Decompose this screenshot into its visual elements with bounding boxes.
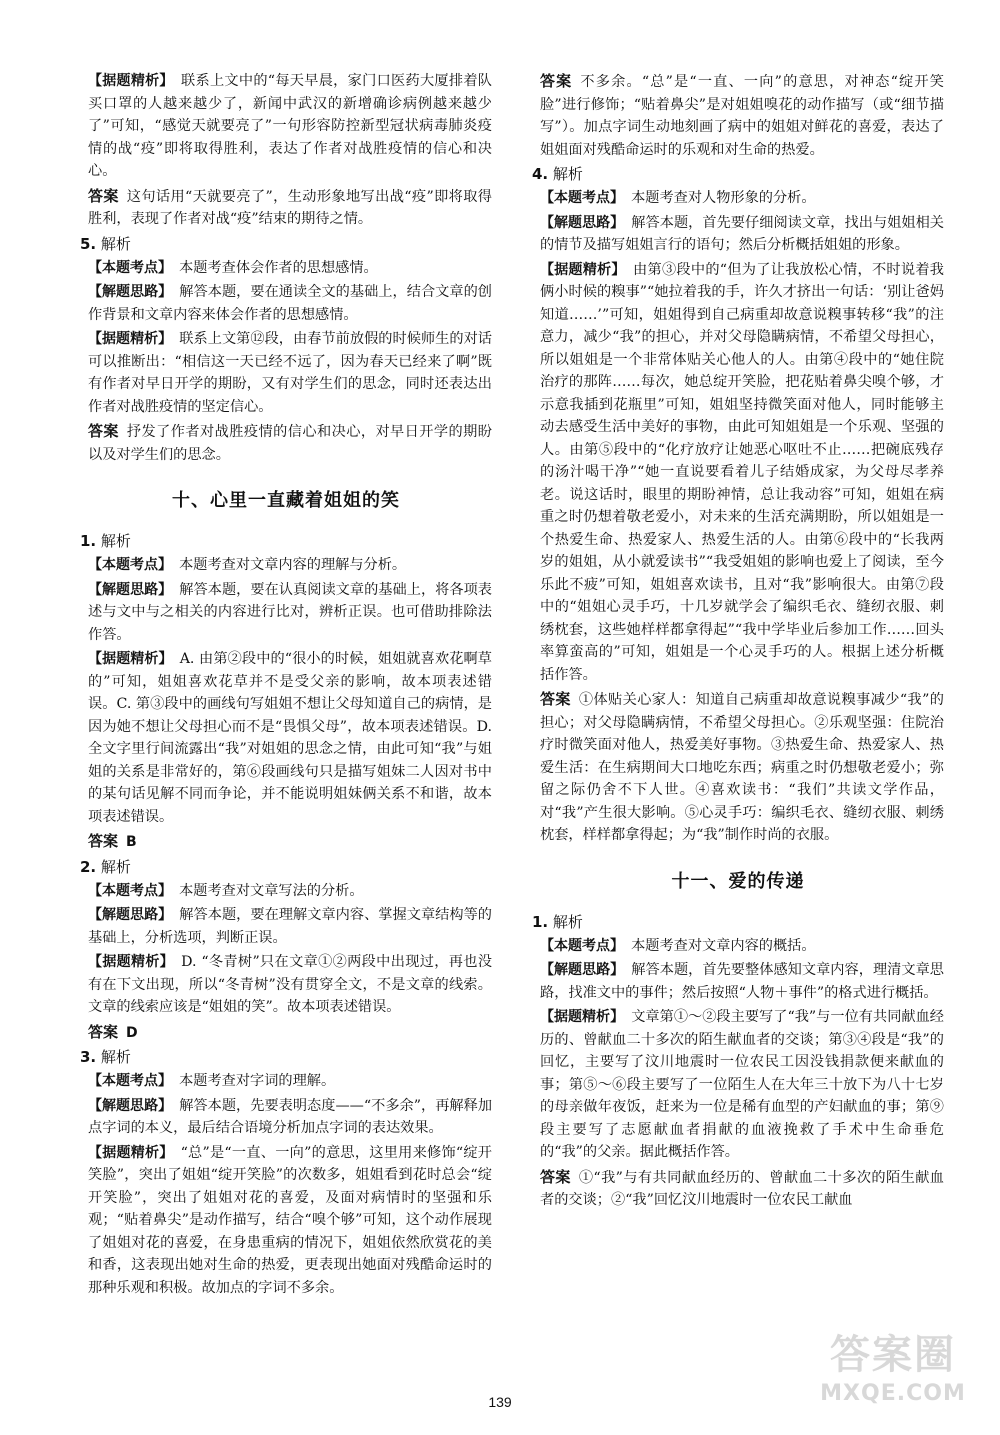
- question-heading: [80, 856, 492, 878]
- answer-paragraph: [532, 688, 944, 847]
- paragraph-text: 联系上文中的“每天早晨，家门口医药大厦排着队买口罩的人越来越少了，新闻中武汉的新增确诊病例越来越少了”可知，“感觉天就要亮了”一句形容防控新型冠状病毒肺炎疫情的战“疫”即将取得胜利，表达了作者对战胜疫情的信心和决心。: [88, 73, 492, 179]
- analysis-paragraph: [80, 281, 492, 326]
- section-tag: 【解题思路】: [88, 581, 173, 598]
- question-heading: [532, 911, 944, 933]
- paragraph-text: 本题考查体会作者的思想感情。: [179, 259, 378, 276]
- question-number: 3.: [80, 1048, 97, 1066]
- section-tag: 【解题思路】: [88, 907, 173, 923]
- analysis-paragraph: [80, 70, 492, 183]
- analysis-paragraph: [80, 579, 492, 647]
- answer-label: 答案: [540, 690, 571, 708]
- question-heading-label: 解析: [100, 234, 131, 253]
- question-heading-label: 解析: [100, 532, 131, 550]
- answer-text: 抒发了作者对战胜疫情的信心和决心，对早日开学的期盼以及对学生们的思念。: [88, 424, 492, 463]
- analysis-paragraph: [532, 187, 944, 210]
- section-tag: 【据题精析】: [88, 73, 174, 89]
- section-tag: 【本题考点】: [540, 937, 624, 954]
- section-tag: 【解题思路】: [540, 214, 625, 231]
- answer-text: B: [126, 834, 137, 850]
- question-heading: [80, 1046, 492, 1068]
- answer-label: 答案: [88, 832, 119, 850]
- question-heading-label: 解析: [552, 165, 583, 183]
- analysis-paragraph: [532, 1006, 944, 1164]
- analysis-paragraph: [80, 554, 492, 577]
- paragraph-text: 解答本题，先要表明态度——“不多余”，再解释加点字词的本义，最后结合语境分析加点字词的表达效果。: [88, 1097, 493, 1136]
- question-number: 5.: [80, 234, 97, 253]
- question-heading: [532, 163, 944, 185]
- question-heading-label: 解析: [100, 857, 131, 876]
- answer-paragraph: [80, 1021, 492, 1045]
- section-tag: 【据题精析】: [88, 1144, 174, 1161]
- paragraph-text: 本题考查对字词的理解。: [179, 1073, 336, 1089]
- answer-text: ①体贴关心家人：知道自己病重却故意说糗事减少“我”的担心；对父母隐瞒病情，不希望父母担心。②乐观坚强：住院治疗时微笑面对他人，热爱美好事物。③热爱生命、热爱家人、热爱生活：在生病期间大口地吃东西；病重之时仍想敬老爱小；弥留之际仍舍不下人世。④喜欢读书：“我们”共读文学作品，对“我”产生很大影响。⑤心灵手巧：编织毛衣、缝纫衣服、刺绣枕套，样样都拿得起；为“我”制作时尚的衣服。: [540, 692, 944, 843]
- analysis-paragraph: [80, 328, 492, 418]
- section-tag: 【据题精析】: [88, 954, 174, 970]
- analysis-paragraph: [532, 259, 944, 687]
- paragraph-text: 解答本题，首先要整体感知文章内容，理清文章思路，找准文中的事件；然后按照“人物＋事件”的格式进行概括。: [540, 962, 944, 1001]
- paragraph-text: 解答本题，首先要仔细阅读文章，找出与姐姐相关的情节及描写姐姐言行的语句；然后分析概括姐姐的形象。: [540, 214, 944, 253]
- analysis-paragraph: [80, 1142, 492, 1300]
- section-tag: 【本题考点】: [540, 190, 624, 206]
- paragraph-text: 本题考查对文章内容的理解与分析。: [179, 557, 407, 573]
- section-tag: 【据题精析】: [88, 651, 173, 667]
- analysis-paragraph: [532, 935, 944, 958]
- right-column: [532, 70, 944, 1214]
- question-number: 2.: [80, 857, 97, 876]
- section-tag: 【解题思路】: [88, 1097, 173, 1114]
- answer-paragraph: [80, 420, 492, 466]
- section-title: 十、心里一直藏着姐姐的笑: [172, 490, 400, 511]
- watermark-top: 答案圈: [830, 1332, 956, 1378]
- section-tag: 【解题思路】: [540, 962, 625, 978]
- analysis-paragraph: [80, 1095, 492, 1140]
- paragraph-text: 文章第①～②段主要写了“我”与一位有共同献血经历的、曾献血二十多次的陌生献血者的交谈；第③④段是“我”的回忆，主要写了汶川地震时一位农民工因没钱捐款便来献血的事；第⑤～⑥段主要写了一位陌生人在大年三十放下为八十七岁的母亲做年夜饭，赶来为一位是稀有血型的产妇献血的事；第⑨段主要写了志愿献血者捐献的血液挽救了手术中生命垂危的“我”的父亲。据此概括作答。: [540, 1009, 944, 1160]
- section-tag: 【本题考点】: [88, 1073, 172, 1089]
- analysis-paragraph: [80, 951, 492, 1019]
- paragraph-text: “总”是“一直、一向”的意思，这里用来修饰“绽开笑脸”，突出了姐姐“绽开笑脸”的次数多，姐姐看到花时总会“绽开笑脸”，突出了姐姐对花的喜爱，及面对病情时的坚强和乐观；“贴着鼻尖”是动作描写，结合“嗅个够”可知，这个动作展现了姐姐对花的喜爱，在身患重病的情况下，姐姐依然欣赏花的美和香，这表现出她对生命的热爱，更表现出她面对残酷命运时的那种乐观和积极。故加点的字词不多余。: [88, 1144, 492, 1296]
- answer-paragraph: [80, 830, 492, 854]
- answer-paragraph: [80, 185, 492, 231]
- paragraph-text: 由第③段中的“但为了让我放松心情，不时说着我俩小时候的糗事”“她拉着我的手，许久才挤出一句话：‘别让爸妈知道……’”可知，姐姐得到自己病重却故意说糗事转移“我”的注意力，减少“我”的担心，并对父母隐瞒病情，不希望父母担心，所以姐姐是一个非常体贴关心他人的人。由第④段中的“她住院治疗的那阵……每次，她总绽开笑脸，把花贴着鼻尖嗅个够，才示意我插到花瓶里”可知，姐姐坚持微笑面对他人，同时能够主动去感受生活中美好的事物，由此可知姐姐是一个乐观、坚强的人。由第⑤段中的“化疗放疗让她恶心呕吐不止……把碗底残存的汤汁喝干净”“她一直说要看着儿子结婚成家，为父母尽孝养老。说这话时，眼里的期盼神情，总让我动容”可知，姐姐在病重之时仍想着敬老爱小，对未来的生活充满期盼，所以姐姐是一个热爱生命、热爱家人、热爱生活的人。由第⑥段中的“长我两岁的姐姐，从小就爱读书”“我受姐姐的影响也爱上了阅读，至今乐此不疲”可知，姐姐喜欢读书，且对“我”影响很大。由第⑦段中的“姐姐心灵手巧，十几岁就学会了编织毛衣、缝纫衣服、刺绣枕套，这些她样样都拿得起”“我中学毕业后参加工作……回头率算蛮高的”可知，姐姐是一个心灵手巧的人。根据上述分析概括作答。: [540, 261, 944, 683]
- answer-text: 不多余。“总”是“一直、一向”的意思，对神态“绽开笑脸”进行修饰；“贴着鼻尖”是对姐姐嗅花的动作描写（或“细节描写”）。加点字词生动地刻画了病中的姐姐对鲜花的喜爱，表达了姐姐面对残酷命运时的乐观和对生命的热爱。: [540, 74, 944, 158]
- paragraph-text: 解答本题，要在理解文章内容、掌握文章结构等的基础上，分析选项，判断正误。: [88, 907, 492, 946]
- answer-label: 答案: [88, 1022, 119, 1041]
- analysis-paragraph: [532, 959, 944, 1004]
- analysis-paragraph: [80, 904, 492, 949]
- answer-text: 这句话用“天就要亮了”，生动形象地写出战“疫”即将取得胜利，表现了作者对战“疫”结束的期待之情。: [88, 188, 492, 227]
- page-number: 139: [488, 1394, 512, 1410]
- question-heading-label: 解析: [552, 912, 583, 931]
- answer-text: ①“我”与有共同献血经历的、曾献血二十多次的陌生献血者的交谈；②“我”回忆汶川地震时一位农民工献血: [540, 1169, 944, 1208]
- section-tag: 【据题精析】: [88, 331, 173, 347]
- section-tag: 【解题思路】: [88, 284, 173, 300]
- analysis-paragraph: [80, 1070, 492, 1093]
- question-heading-label: 解析: [100, 1048, 131, 1066]
- paragraph-text: D. “冬青树”只在文章①②两段中出现过，再也没有在下文出现，所以“冬青树”没有贯穿全文，不是文章的线索。文章的线索应该是“姐姐的笑”。故本项表述错误。: [88, 954, 493, 1015]
- analysis-paragraph: [80, 648, 492, 828]
- section-tag: 【据题精析】: [540, 1009, 625, 1025]
- section-title: 十一、爱的传递: [671, 870, 805, 892]
- answer-label: 答案: [88, 422, 119, 440]
- answer-paragraph: [532, 1166, 944, 1212]
- section-tag: 【据题精析】: [540, 261, 626, 278]
- paragraph-text: A. 由第②段中的“很小的时候，姐姐就喜欢花啊草的”可知，姐姐喜欢花草并不是受父亲的影响，故本项表述错误。C. 第③段中的画线句写姐姐不想让父母知道自己的病情，是因为她不想让父母担心而不是“畏惧父母”，故本项表述错误。D. 全文字里行间流露出“我”对姐姐的思念之情，由此可知“我”与姐姐的关系是非常好的，第⑥段画线句只是描写姐妹二人因对书中的某句话见解不同而争论，并不能说明姐妹俩关系不和谐，故本项表述错误。: [88, 651, 492, 825]
- paragraph-text: 本题考查对文章写法的分析。: [179, 882, 364, 899]
- question-number: 1.: [532, 912, 549, 931]
- answer-label: 答案: [88, 186, 119, 205]
- paragraph-text: 联系上文第⑫段，由春节前放假的时候师生的对话可以推断出：“相信这一天已经不远了，因为春天已经来了啊”既有作者对早日开学的期盼，又有对学生们的思念，同时还表达出作者对战胜疫情的坚定信心。: [88, 331, 492, 415]
- question-heading: [80, 530, 492, 552]
- watermark-bottom: MXQE.COM: [820, 1381, 966, 1406]
- analysis-paragraph: [532, 212, 944, 257]
- paragraph-text: 解答本题，要在通读全文的基础上，结合文章的创作背景和文章内容来体会作者的思想感情。: [88, 284, 492, 323]
- section-tag: 【本题考点】: [88, 882, 172, 899]
- question-number: 4.: [532, 165, 549, 183]
- question-number: 1.: [80, 532, 97, 550]
- left-column: [80, 70, 492, 1301]
- paragraph-text: 本题考查对人物形象的分析。: [631, 190, 816, 206]
- answer-label: 答案: [540, 1167, 571, 1186]
- section-tag: 【本题考点】: [88, 259, 172, 276]
- analysis-paragraph: [80, 257, 492, 280]
- paragraph-text: 解答本题，要在认真阅读文章的基础上，将各项表述与文中与之相关的内容进行比对，辨析正误。也可借助排除法作答。: [88, 581, 492, 643]
- answer-label: 答案: [540, 72, 573, 90]
- paragraph-text: 本题考查对文章内容的概括。: [631, 937, 816, 954]
- answer-paragraph: [532, 70, 944, 161]
- analysis-paragraph: [80, 880, 492, 903]
- section-tag: 【本题考点】: [88, 557, 172, 573]
- question-heading: [80, 233, 492, 255]
- answer-text: D: [126, 1024, 138, 1041]
